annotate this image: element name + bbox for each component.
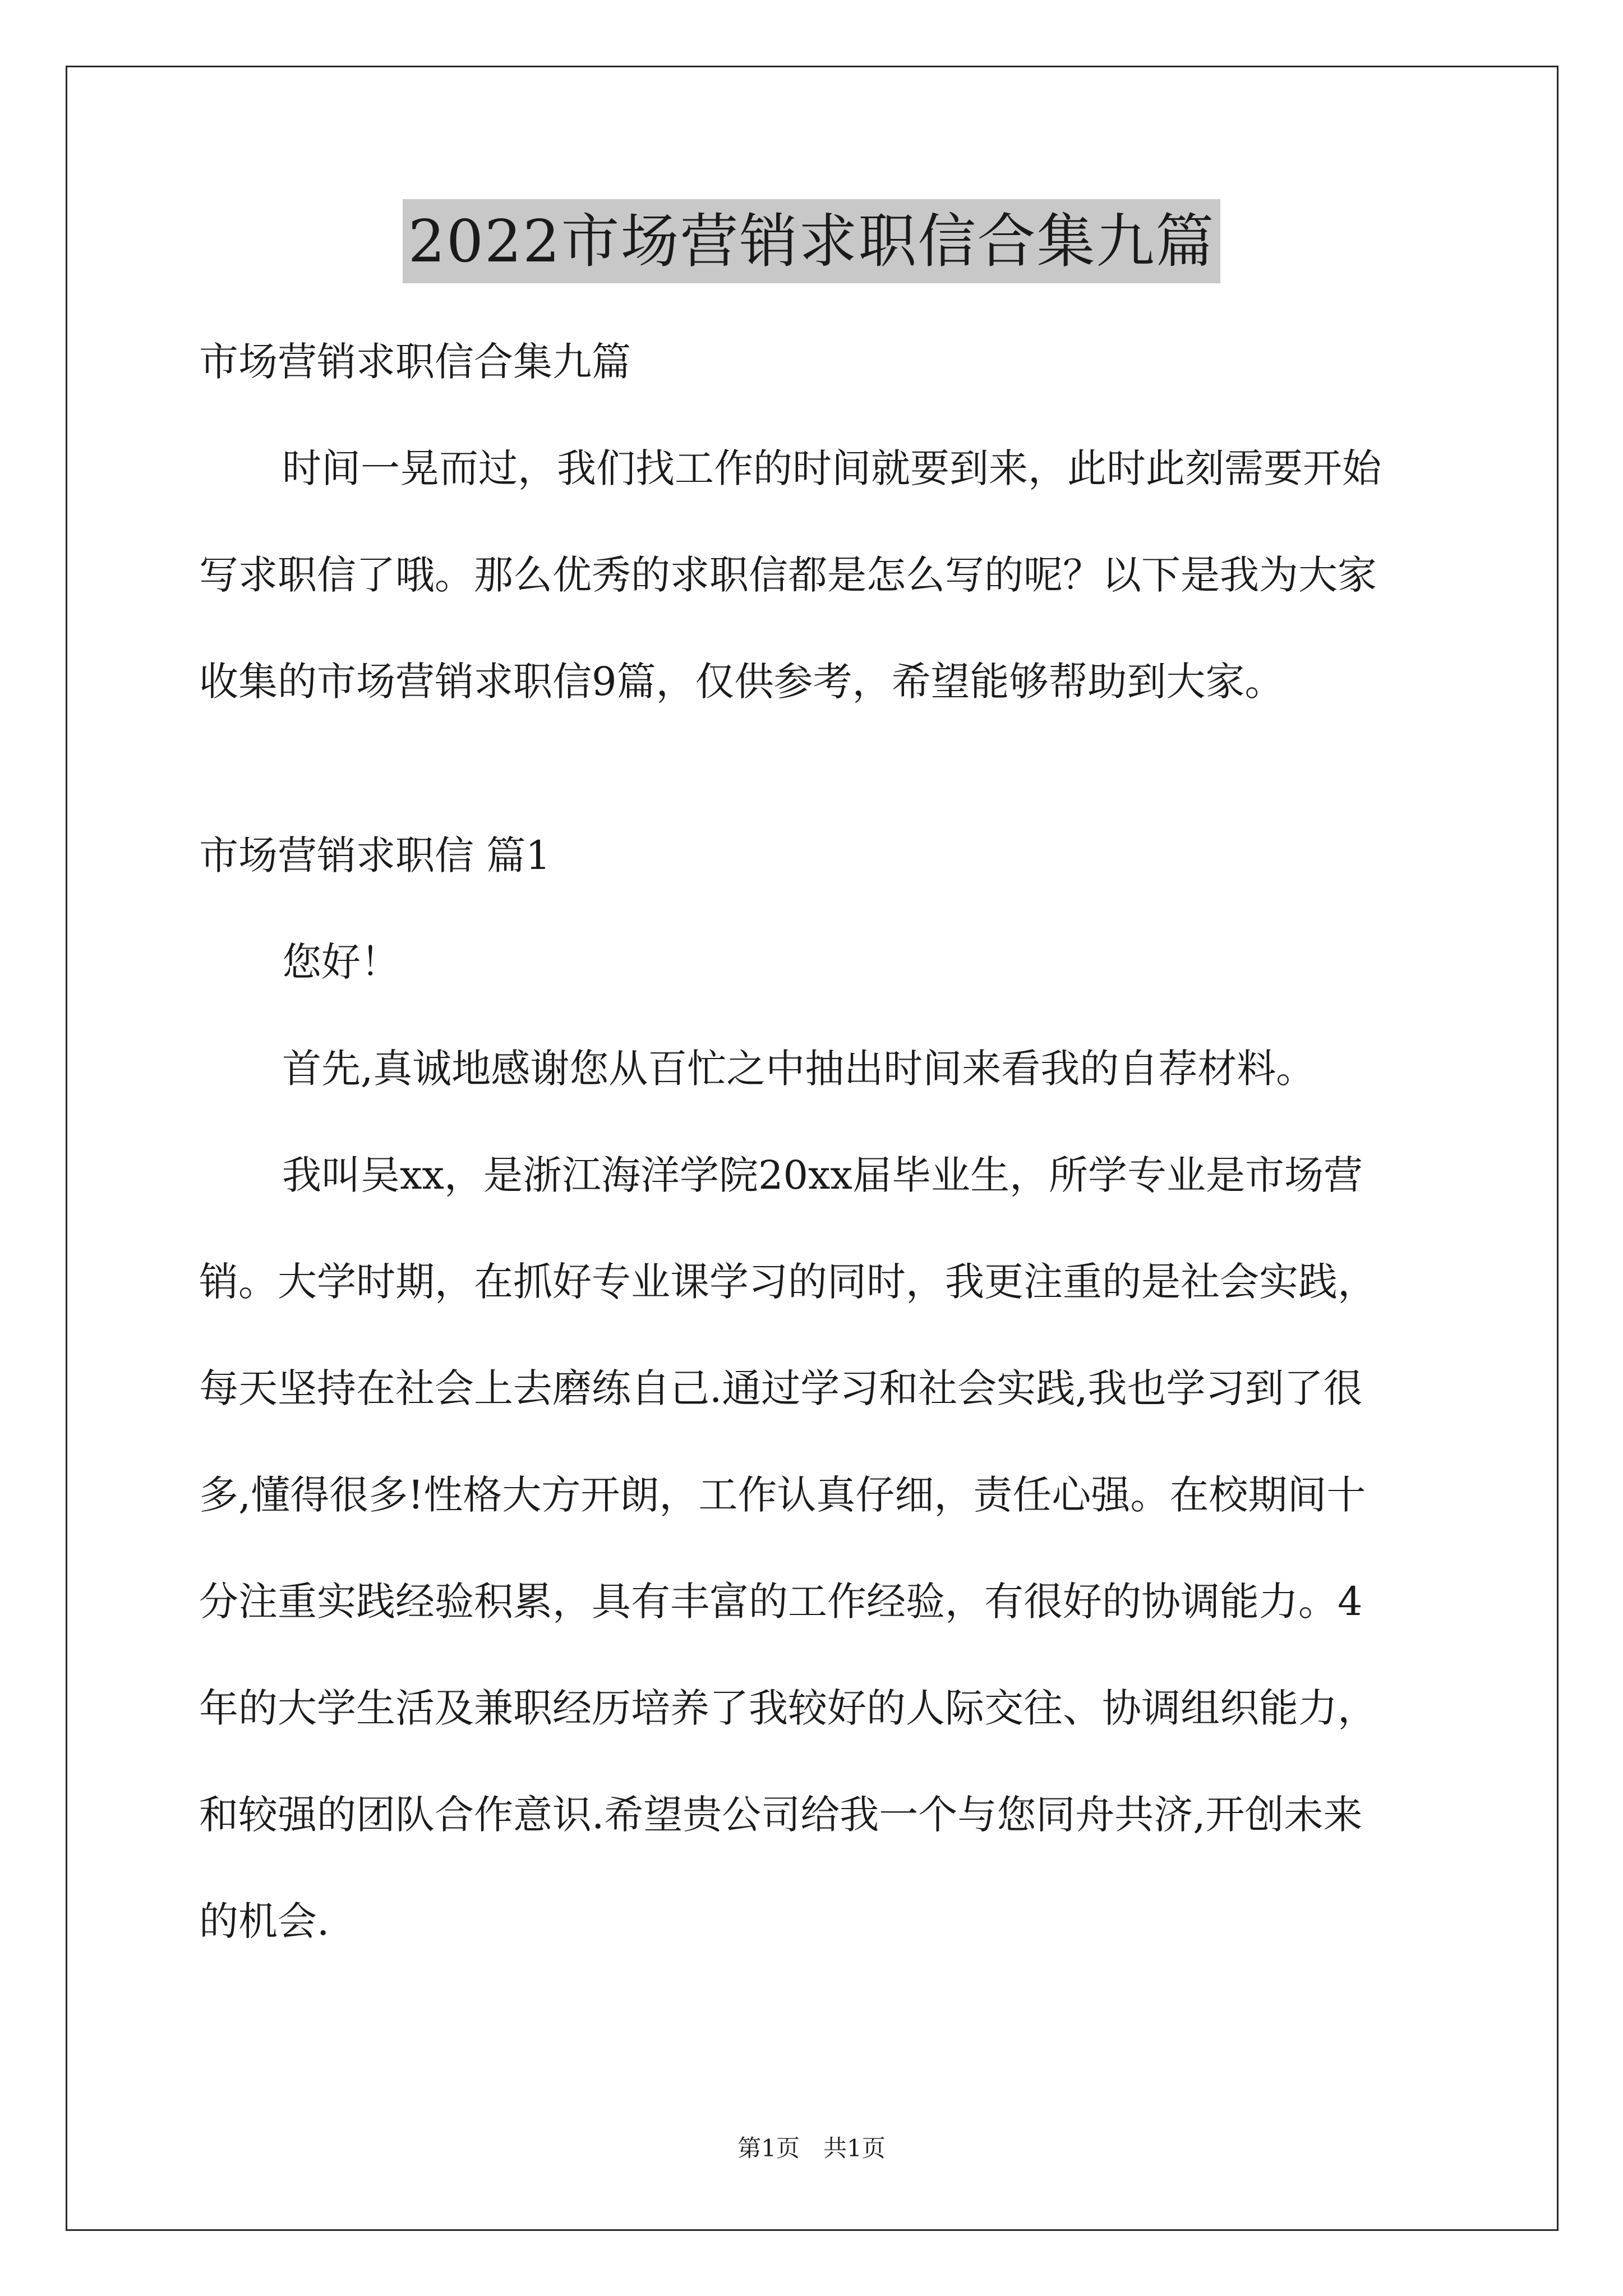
- paragraph-2-line: 每天坚持在社会上去磨练自己.通过学习和社会实践,我也学习到了很: [199, 1365, 1363, 1411]
- paragraph-2-line: 我叫吴xx，是浙江海洋学院20xx届毕业生，所学专业是市场营: [282, 1152, 1363, 1198]
- title-container: [0, 199, 1623, 283]
- intro-line: 时间一晃而过，我们找工作的时间就要到来，此时此刻需要开始: [282, 445, 1381, 491]
- paragraph-2-line: 和较强的团队合作意识.希望贵公司给我一个与您同舟共济,开创未来: [199, 1792, 1363, 1838]
- paragraph-2-line: 分注重实践经验积累，具有丰富的工作经验，有很好的协调能力。4: [199, 1579, 1363, 1625]
- paragraph-2-line: 年的大学生活及兼职经历培养了我较好的人际交往、协调组织能力，: [199, 1685, 1377, 1731]
- section-gap: [199, 735, 1436, 802]
- document-subtitle: 市场营销求职信合集九篇: [199, 339, 631, 385]
- page-number-footer: 第1页 共1页: [737, 2134, 886, 2162]
- paragraph-1: 首先,真诚地感谢您从百忙之中抽出时间来看我的自荐材料。: [282, 1046, 1316, 1092]
- greeting: 您好！: [282, 939, 400, 985]
- document-title: 2022市场营销求职信合集九篇: [403, 199, 1221, 283]
- paragraph-2-line: 多,懂得很多!性格大方开朗，工作认真仔细，责任心强。在校期间十: [199, 1472, 1366, 1518]
- document-body: [199, 309, 1436, 1975]
- section-heading: 市场营销求职信 篇1: [199, 832, 551, 878]
- paragraph-2-line: 的机会.: [199, 1898, 330, 1944]
- paragraph-2-line: 销。大学时期，在抓好专业课学习的同时，我更注重的是社会实践，: [199, 1259, 1377, 1305]
- intro-line: 写求职信了哦。那么优秀的求职信都是怎么写的呢？以下是我为大家: [199, 552, 1377, 598]
- intro-line: 收集的市场营销求职信9篇，仅供参考，希望能够帮助到大家。: [199, 659, 1284, 705]
